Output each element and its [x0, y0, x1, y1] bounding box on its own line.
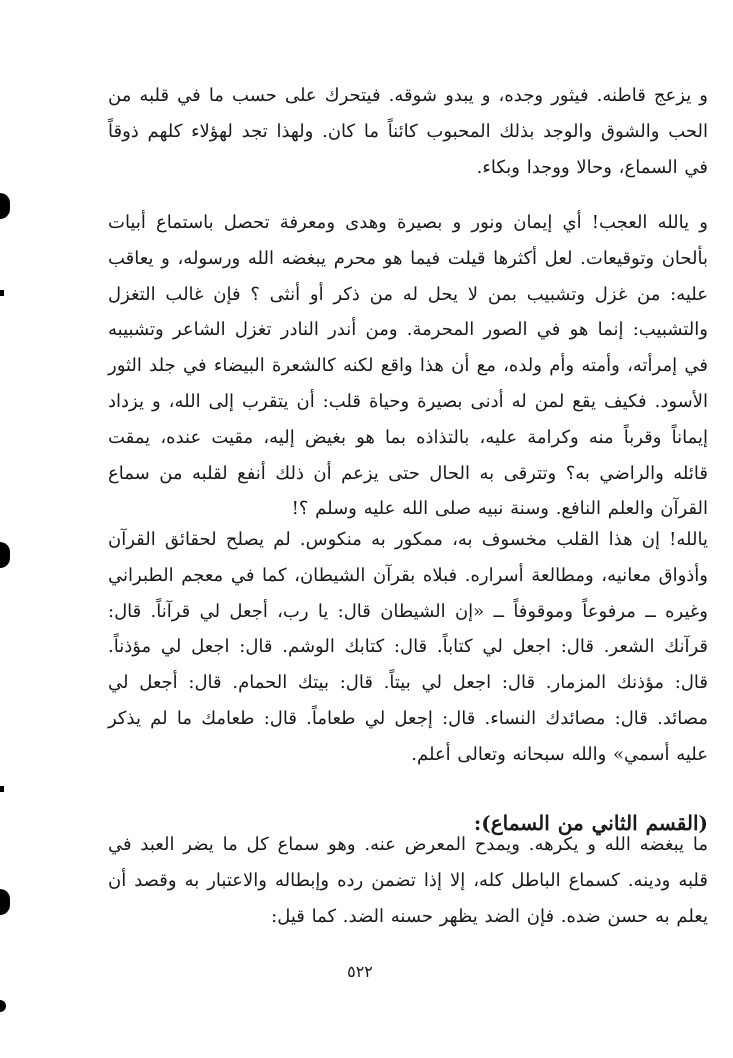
- paragraph-second-section: ما يبغضه الله و يكرهه. ويمدح المعرض عنه. وهو سماع كل ما يضر العبد في قلبه ودينه. كسماع الباطل كله، إلا إذا تضمن رده وإبطاله والاعتبار به وقصد أن يعلم به حسن ضده. فإن الضد يظهر حسنه الضد. كما قيل:: [108, 834, 708, 927]
- binding-tick-mark: [0, 290, 4, 296]
- page-number: ٥٢٢: [347, 962, 373, 981]
- binding-hole-mark: [0, 193, 10, 219]
- binding-tick-mark: [0, 786, 4, 792]
- binding-hole-mark: [0, 542, 10, 568]
- section-heading: (القسم الثاني من السماع):: [473, 811, 708, 835]
- paragraph-quran-of-satan: يالله! إن هذا القلب مخسوف به، ممكور به منكوس. لم يصلح لحقائق القرآن وأذواق معانيه، ومطالعة أسراره. فبلاه بقرآن الشيطان، كما في معجم الطبراني وغيره ــ مرفوعاً وموقوفاً ــ «إن الشيطان قال: يا رب، أجعل لي قرآناً. قال: قرآنك الشعر. قال: اجعل لي كتاباً. قال: كتابك الوشم. قال: اجعل لي مؤذناً. قال: مؤذنك المزمار. قال: اجعل لي بيتاً. قال: بيتك الحمام. قال: أجعل لي مصائد. قال: مصائدك النساء. قال: إجعل لي طعاماً. قال: طعامك ما لم يذكر عليه أسمي» والله سبحانه وتعالى أعلم.: [108, 529, 708, 765]
- paragraph-wonder: و يالله العجب! أي إيمان ونور و بصيرة وهدى ومعرفة تحصل باستماع أبيات بألحان وتوقيعات. لعل أكثرها قيلت فيما هو محرم يبغضه الله ورسوله، و يعاقب عليه: من غزل وتشبيب بمن لا يحل له من ذكر أو أنثى ؟ فإن غالب التغزل والتشبيب: إنما هو في الصور المحرمة. ومن أندر النادر تغزل الشاعر وتشبيبه في إمرأته، وأمته وأم ولده، مع أن هذا واقع لكنه كالشعرة البيضاء في جلد الثور الأسود. فكيف يقع لمن له أدنى بصيرة وحياة قلب: أن يتقرب إلى الله، و يزداد إيماناً وقرباً منه وكرامة عليه، بالتذاذه بما هو بغيض إليه، مقيت عنده، يمقت قائله والراضي به؟ وتترقى به الحال حتى يزعم أن ذلك أنفع لقلبه من سماع القرآن والعلم النافع. وسنة نبيه صلى الله عليه وسلم ؟!: [108, 212, 708, 520]
- binding-hole-mark: [0, 1000, 6, 1012]
- binding-hole-mark: [0, 889, 10, 915]
- paragraph-listening-ecstasy: و يزعج قاطنه. فيثور وجده، و يبدو شوقه. فيتحرك على حسب ما في قلبه من الحب والشوق والوجد بذلك المحبوب كائناً ما كان. ولهذا تجد لهؤلاء كلهم ذوقاً في السماع، وحالا ووجدا وبكاء.: [108, 85, 708, 178]
